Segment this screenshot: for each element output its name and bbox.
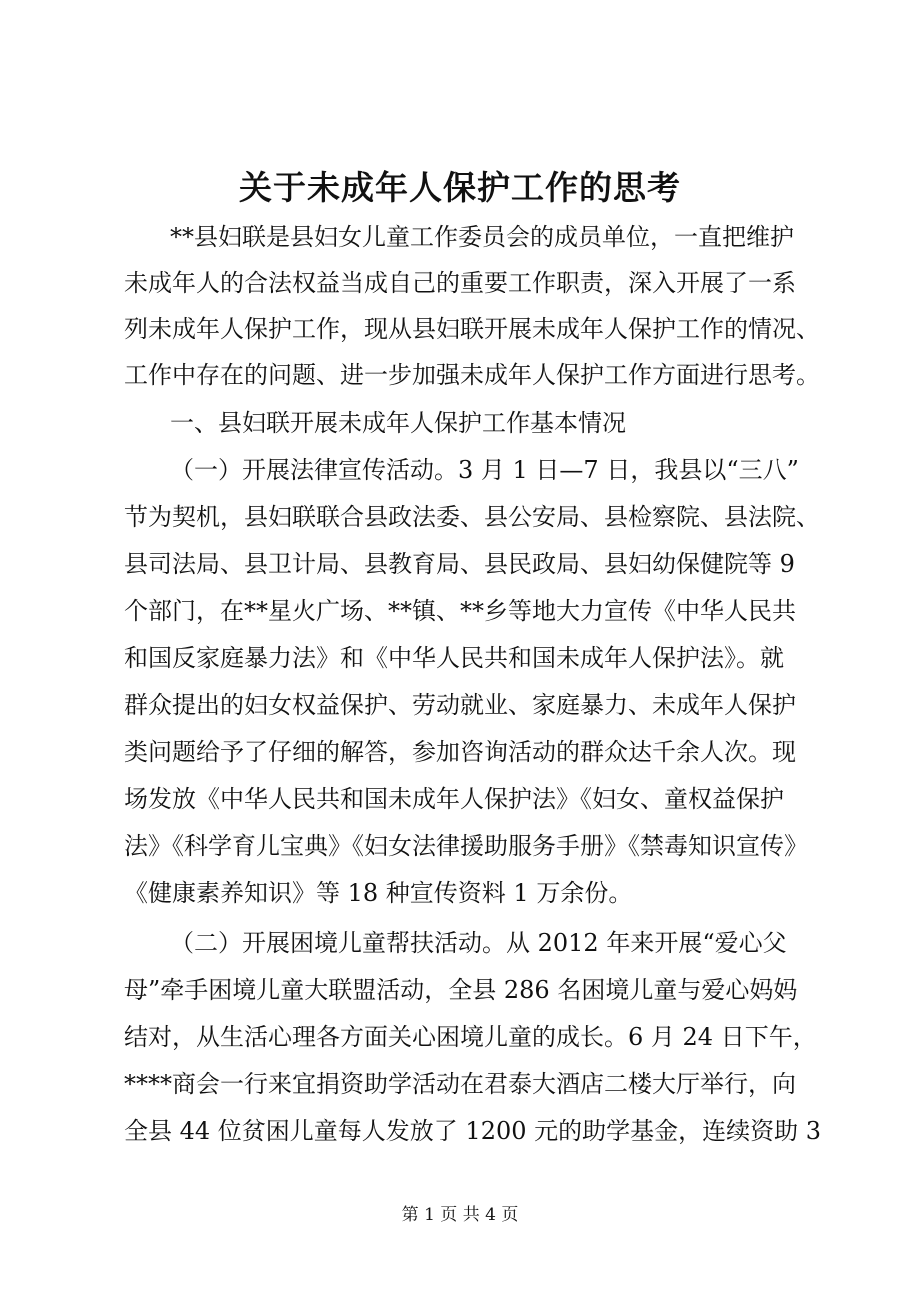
body-line-20: 全县 44 位贫困儿童每人发放了 1200 元的助学基金，连续资助 3 (124, 1117, 822, 1145)
document-title: 关于未成年人保护工作的思考 (239, 168, 681, 207)
body-line-8: 县司法局、县卫计局、县教育局、县民政局、县妇幼保健院等 9 (124, 550, 795, 578)
body-line-12: 类问题给予了仔细的解答，参加咨询活动的群众达千余人次。现 (124, 738, 796, 766)
section-heading: 一、县妇联开展未成年人保护工作基本情况 (170, 409, 626, 437)
body-line-19: ****商会一行来宜捐资助学活动在君泰大酒店二楼大厅举行，向 (124, 1070, 796, 1098)
body-line-1: **县妇联是县妇女儿童工作委员会的成员单位，一直把维护 (170, 223, 794, 251)
body-line-10: 和国反家庭暴力法》和《中华人民共和国未成年人保护法》。就 (124, 644, 784, 672)
body-line-7: 节为契机，县妇联联合县政法委、县公安局、县检察院、县法院、 (124, 503, 820, 531)
page-footer: 第 1 页 共 4 页 (401, 1205, 519, 1225)
body-line-2: 未成年人的合法权益当成自己的重要工作职责，深入开展了一系 (124, 269, 796, 297)
body-line-11: 群众提出的妇女权益保护、劳动就业、家庭暴力、未成年人保护 (124, 691, 796, 719)
body-line-4: 工作中存在的问题、进一步加强未成年人保护工作方面进行思考。 (124, 361, 820, 389)
body-line-18: 结对，从生活心理各方面关心困境儿童的成长。6 月 24 日下午， (124, 1023, 817, 1051)
body-line-14: 法》《科学育儿宝典》《妇女法律援助服务手册》《禁毒知识宣传》 (124, 832, 808, 860)
body-line-17: 母”牵手困境儿童大联盟活动，全县 286 名困境儿童与爱心妈妈 (124, 976, 798, 1004)
body-line-3: 列未成年人保护工作，现从县妇联开展未成年人保护工作的情况、 (124, 315, 820, 343)
body-line-15: 《健康素养知识》等 18 种宣传资料 1 万余份。 (124, 879, 633, 907)
body-line-16: （二）开展困境儿童帮扶活动。从 2012 年来开展“爱心父 (170, 929, 787, 957)
body-line-9: 个部门，在**星火广场、**镇、**乡等地大力宣传《中华人民共 (124, 597, 796, 625)
body-line-6: （一）开展法律宣传活动。3 月 1 日—7 日，我县以“三八” (170, 456, 799, 484)
body-line-13: 场发放《中华人民共和国未成年人保护法》《妇女、童权益保护 (124, 785, 784, 813)
